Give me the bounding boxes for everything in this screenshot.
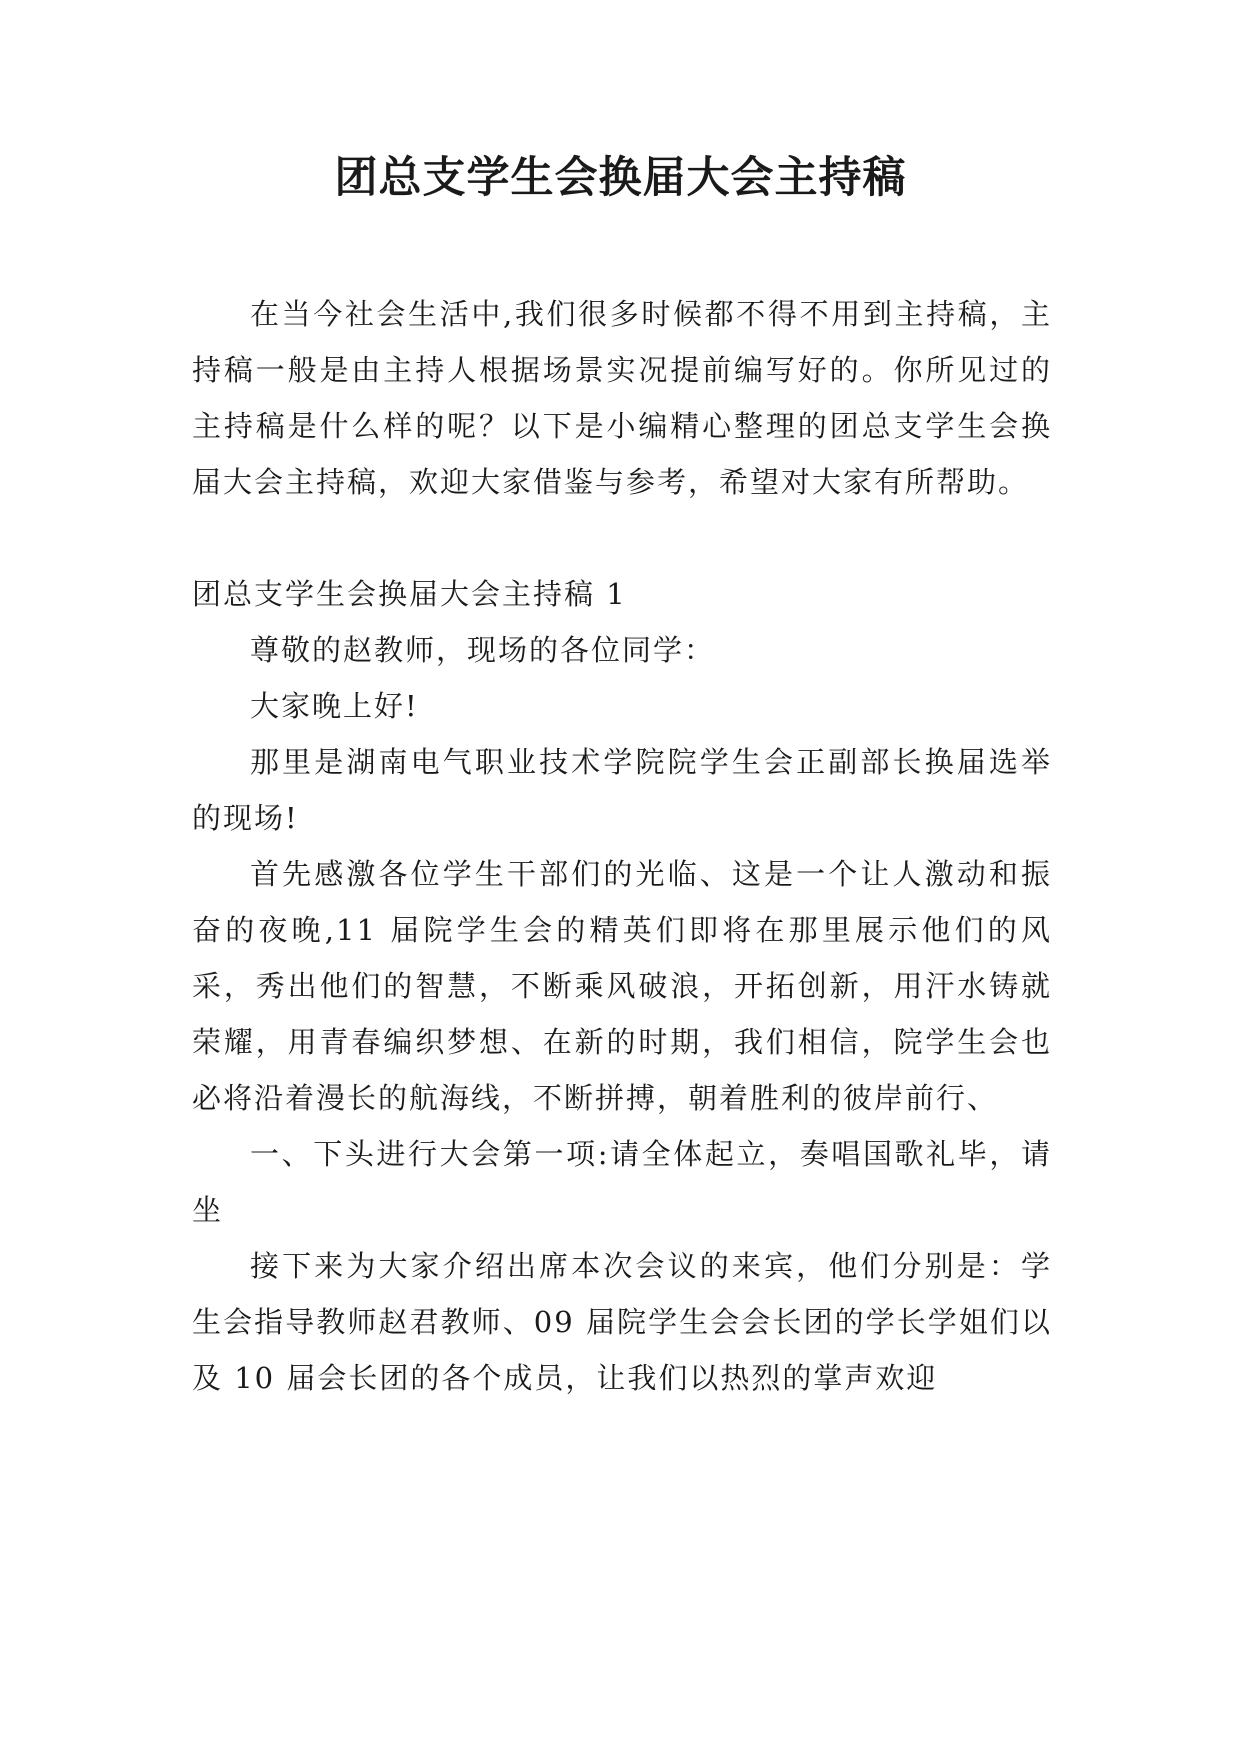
- guests-paragraph: 接下来为大家介绍出席本次会议的来宾，他们分别是：学生会指导教师赵君教师、09 届院学生会会长团的学长学姐们以及 10 届会长团的各个成员，让我们以热烈的掌声欢迎: [192, 1249, 1052, 1395]
- salutation-paragraph: 尊敬的赵教师，现场的各位同学：: [250, 633, 716, 667]
- anthem-paragraph: 一、下头进行大会第一项:请全体起立，奏唱国歌礼毕，请坐: [192, 1137, 1052, 1227]
- thanks-paragraph: 首先感激各位学生干部们的光临、这是一个让人激动和振奋的夜晚,11 届院学生会的精英们即将在那里展示他们的风采，秀出他们的智慧，不断乘风破浪，开拓创新，用汗水铸就荣耀，用青春编织梦想、在新的时期，我们相信，院学生会也必将沿着漫长的航海线，不断拼搏，朝着胜利的彼岸前行、: [192, 857, 1052, 1115]
- greeting-paragraph: 大家晚上好!: [250, 689, 419, 723]
- document-body: [192, 286, 1052, 1406]
- page-title: 团总支学生会换届大会主持稿: [334, 153, 907, 203]
- venue-paragraph: 那里是湖南电气职业技术学院院学生会正副部长换届选举的现场!: [192, 745, 1052, 835]
- intro-paragraph: 在当今社会生活中,我们很多时候都不得不用到主持稿，主持稿一般是由主持人根据场景实况提前编写好的。你所见过的主持稿是什么样的呢？以下是小编精心整理的团总支学生会换届大会主持稿，欢迎大家借鉴与参考，希望对大家有所帮助。: [192, 297, 1052, 499]
- section-heading: 团总支学生会换届大会主持稿 1: [192, 577, 627, 611]
